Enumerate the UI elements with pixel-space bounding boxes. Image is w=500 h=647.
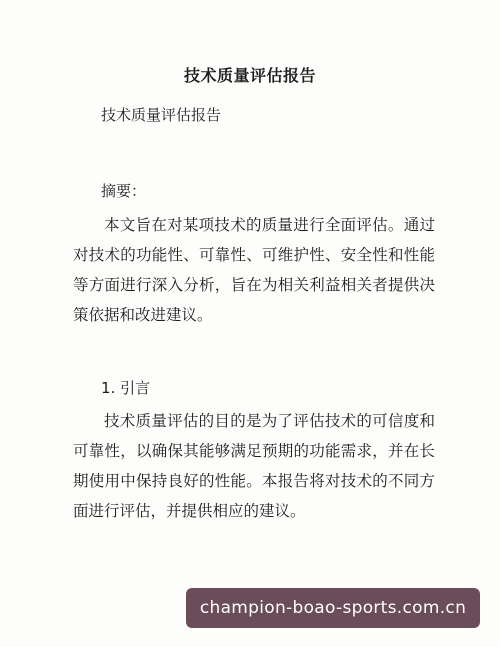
site-watermark-banner: champion-boao-sports.com.cn [186, 588, 480, 628]
section-paragraph-abstract: 本文旨在对某项技术的质量进行全面评估。通过对技术的功能性、可靠性、可维护性、安全性和性能等方面进行深入分析，旨在为相关利益相关者提供决策依据和改进建议。 [73, 216, 435, 324]
document-title: 技术质量评估报告 [183, 66, 316, 85]
section-heading-introduction: 1. 引言 [101, 379, 151, 397]
section-paragraph-introduction: 技术质量评估的目的是为了评估技术的可信度和可靠性，以确保其能够满足预期的功能需求，并在长期使用中保持良好的性能。本报告将对技术的不同方面进行评估，并提供相应的建议。 [73, 412, 435, 520]
document-subtitle: 技术质量评估报告 [101, 106, 222, 124]
section-heading-abstract: 摘要： [101, 182, 147, 200]
